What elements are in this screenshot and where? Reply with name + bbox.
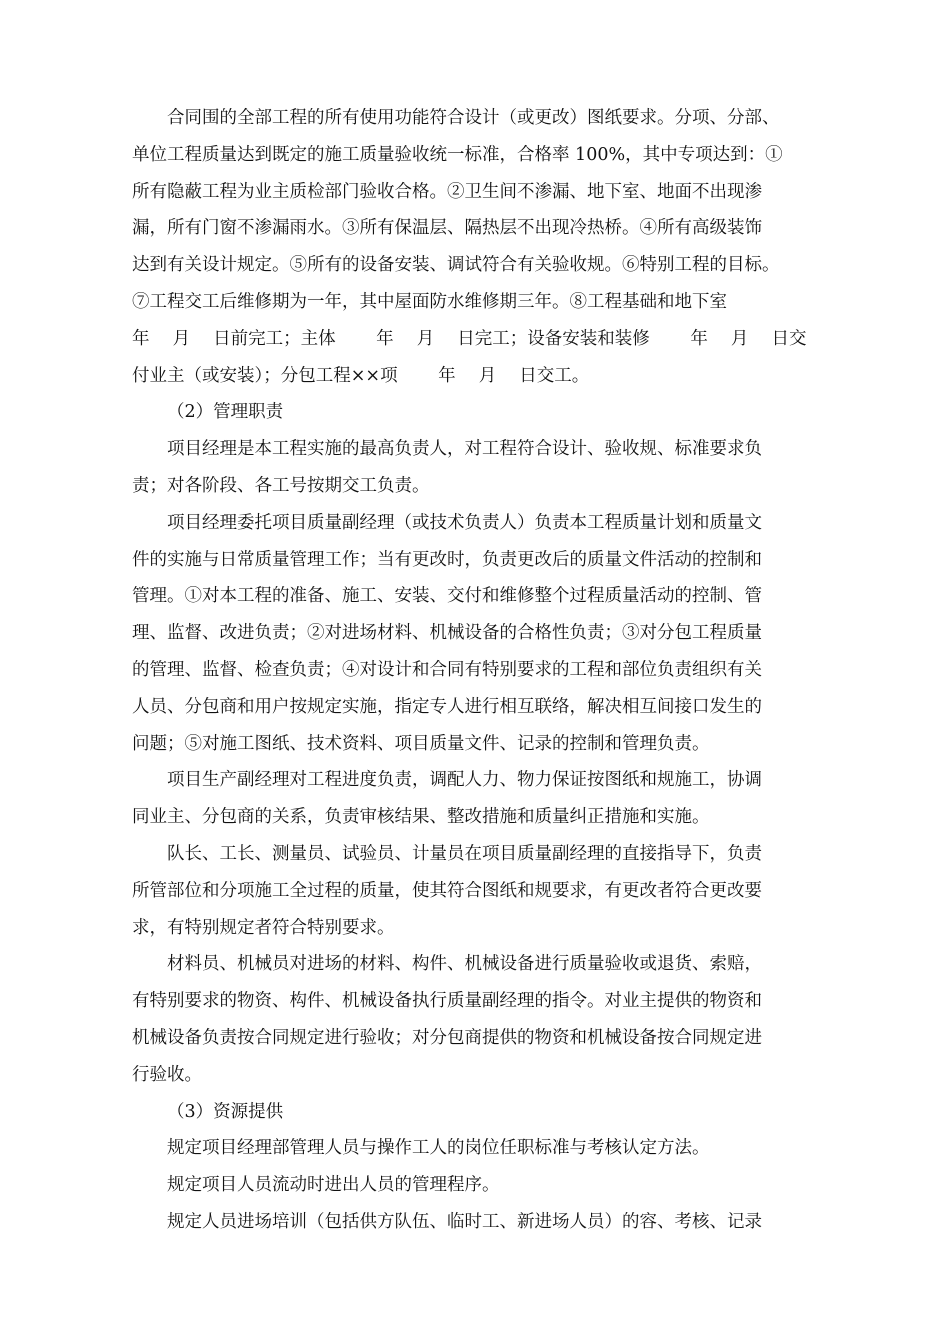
text-line: 所有隐蔽工程为业主质检部门验收合格。②卫生间不渗漏、地下室、地面不出现渗 (132, 181, 762, 202)
text-line: 管理。①对本工程的准备、施工、安装、交付和维修整个过程质量活动的控制、管 (132, 586, 762, 607)
section-heading: （2）管理职责 (167, 402, 284, 423)
paragraph (132, 836, 832, 946)
text-line: 行验收。 (132, 1064, 202, 1085)
paragraph (132, 100, 832, 394)
paragraph (132, 431, 832, 505)
text-line: 求，有特别规定者符合特别要求。 (132, 917, 395, 938)
text-line: 材料员、机械员对进场的材料、构件、机械设备进行质量验收或退货、索赔， (167, 954, 762, 975)
text-line: 所管部位和分项施工全过程的质量，使其符合图纸和规要求，有更改者符合更改要 (132, 880, 762, 901)
text-line: 漏，所有门窗不渗漏雨水。③所有保温层、隔热层不出现冷热桥。④所有高级装饰 (132, 218, 762, 239)
text-line: 的管理、监督、检查负责；④对设计和合同有特别要求的工程和部位负责组织有关 (132, 659, 762, 680)
paragraph (132, 1130, 832, 1167)
text-line: 规定项目经理部管理人员与操作工人的岗位任职标准与考核认定方法。 (167, 1138, 710, 1159)
text-line: 付业主（或安装）；分包工程××项 年 月 日交工。 (132, 365, 590, 386)
text-line: 年 月 日前完工；主体 年 月 日完工；设备安装和装修 年 月 日交 (132, 328, 807, 349)
text-line: 合同围的全部工程的所有使用功能符合设计（或更改）图纸要求。分项、分部、 (167, 108, 780, 128)
text-line: 件的实施与日常质量管理工作；当有更改时，负责更改后的质量文件活动的控制和 (132, 549, 762, 570)
text-line: 规定人员进场培训（包括供方队伍、临时工、新进场人员）的容、考核、记录 (167, 1211, 762, 1232)
text-line: 单位工程质量达到既定的施工质量验收统一标准，合格率 100%，其中专项达到：① (132, 144, 783, 165)
text-line: 项目经理委托项目质量副经理（或技术负责人）负责本工程质量计划和质量文 (167, 512, 762, 533)
paragraph (132, 762, 832, 836)
text-line: 项目生产副经理对工程进度负责，调配人力、物力保证按图纸和规施工，协调 (167, 770, 762, 791)
paragraph (132, 1167, 832, 1204)
text-line: 同业主、分包商的关系，负责审核结果、整改措施和质量纠正措施和实施。 (132, 807, 710, 828)
paragraph (132, 1204, 832, 1241)
paragraph (132, 946, 832, 1093)
text-line: 规定项目人员流动时进出人员的管理程序。 (167, 1175, 500, 1196)
text-line: ⑦工程交工后维修期为一年，其中屋面防水维修期三年。⑧工程基础和地下室 (132, 291, 727, 312)
text-line: 队长、工长、测量员、试验员、计量员在项目质量副经理的直接指导下，负责 (167, 843, 762, 864)
text-line: 问题；⑤对施工图纸、技术资料、项目质量文件、记录的控制和管理负责。 (132, 733, 710, 754)
text-line: 理、监督、改进负责；②对进场材料、机械设备的合格性负责；③对分包工程质量 (132, 623, 762, 644)
paragraph (132, 505, 832, 763)
body-text (132, 100, 832, 1241)
text-line: 有特别要求的物资、构件、机械设备执行质量副经理的指令。对业主提供的物资和 (132, 991, 762, 1012)
section-heading: （3）资源提供 (167, 1101, 284, 1122)
text-line: 达到有关设计规定。⑤所有的设备安装、调试符合有关验收规。⑥特别工程的目标。 (132, 255, 780, 276)
text-line: 人员、分包商和用户按规定实施，指定专人进行相互联络，解决相互间接口发生的 (132, 696, 762, 717)
text-line: 责；对各阶段、各工号按期交工负责。 (132, 475, 430, 496)
text-line: 机械设备负责按合同规定进行验收；对分包商提供的物资和机械设备按合同规定进 (132, 1027, 762, 1048)
text-line: 项目经理是本工程实施的最高负责人，对工程符合设计、验收规、标准要求负 (167, 439, 762, 460)
